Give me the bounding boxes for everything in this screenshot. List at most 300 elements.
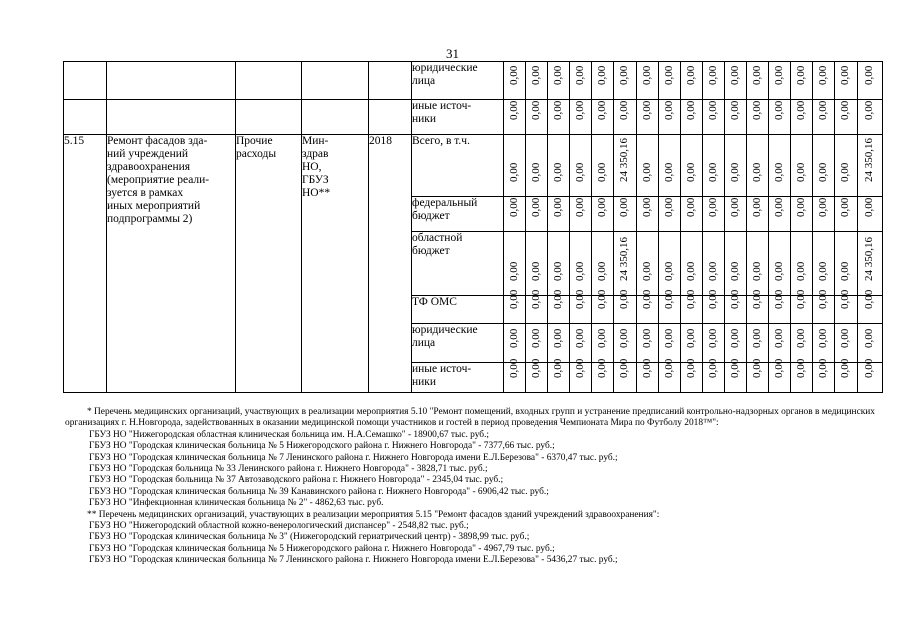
value-cell [813, 62, 835, 100]
value-text: 0,00 [529, 100, 542, 120]
value-cell [659, 232, 681, 296]
value-cell [769, 197, 791, 232]
value-cell [791, 232, 813, 296]
value-cell [813, 135, 835, 197]
list-item: ГБУЗ НО "Городская клиническая больница № 7 Ленинского района г. Нижнего Новгорода имени Е.Л.Березова" - 6370,47 тыс. руб.; [89, 452, 618, 463]
value-cell [637, 100, 659, 135]
value-text: 0,00 [529, 197, 542, 217]
text-line: здравоохранения [107, 161, 191, 173]
value-cell [614, 358, 637, 393]
value-cell [570, 62, 592, 100]
source-label [412, 232, 504, 296]
text-line: Всего, в т.ч. [412, 135, 470, 147]
value-cell [526, 358, 548, 393]
value-text: 0,00 [640, 65, 653, 85]
value-cell [592, 197, 614, 232]
value-text: 0,00 [816, 197, 829, 217]
value-cell [681, 135, 703, 197]
value-text: 0,00 [750, 197, 763, 217]
value-cell [835, 324, 858, 363]
value-text: 0,00 [863, 100, 875, 120]
value-cell [858, 324, 883, 363]
text-line: иные источ- [412, 100, 472, 112]
value-text: 0,00 [640, 358, 653, 378]
text-line: юридические [412, 62, 478, 74]
value-cell [725, 197, 747, 232]
text-line: зуется в рамках [107, 187, 184, 199]
value-text: 0,00 [863, 358, 875, 378]
text-line: (мероприятие реали- [107, 174, 210, 186]
value-text: 0,00 [750, 289, 763, 309]
value-cell [835, 62, 858, 100]
value-text: 0,00 [662, 65, 675, 85]
value-text: 0,00 [772, 289, 785, 309]
value-cell [791, 197, 813, 232]
value-cell [570, 100, 592, 135]
value-text: 0,00 [595, 100, 608, 120]
value-text: 0,00 [863, 65, 875, 85]
text-line: здрав [302, 148, 329, 160]
item-name [107, 135, 236, 393]
value-text: 0,00 [662, 261, 675, 281]
value-text: 0,00 [750, 100, 763, 120]
value-cell [526, 324, 548, 363]
value-cell [659, 100, 681, 135]
value-text: 0,00 [573, 261, 586, 281]
value-text: 0,00 [706, 358, 719, 378]
value-text: 0,00 [863, 289, 875, 309]
value-text: 0,00 [684, 162, 697, 182]
value-cell [614, 62, 637, 100]
value-text: 0,00 [839, 358, 851, 378]
value-text: 0,00 [706, 261, 719, 281]
value-text: 0,00 [551, 197, 564, 217]
value-text: 0,00 [662, 197, 675, 217]
value-cell [548, 135, 570, 197]
value-text: 0,00 [750, 358, 763, 378]
value-cell [858, 62, 883, 100]
value-text: 0,00 [507, 100, 520, 120]
text-line: Мин- [302, 135, 329, 147]
value-text: 0,00 [684, 328, 697, 348]
value-text: 0,00 [595, 289, 608, 309]
expense-type [236, 135, 302, 393]
value-text: 0,00 [551, 100, 564, 120]
value-cell [769, 324, 791, 363]
value-text: 0,00 [618, 328, 630, 348]
value-text: 0,00 [772, 261, 785, 281]
table-row [64, 62, 883, 100]
value-text: 0,00 [750, 261, 763, 281]
value-text: 0,00 [728, 328, 741, 348]
value-cell [592, 289, 614, 324]
value-text: 0,00 [507, 197, 520, 217]
value-text: 0,00 [863, 197, 875, 217]
value-text: 0,00 [529, 289, 542, 309]
value-cell [858, 289, 883, 324]
value-text: 0,00 [529, 328, 542, 348]
value-text: 0,00 [573, 197, 586, 217]
value-text: 0,00 [684, 289, 697, 309]
value-text: 0,00 [662, 358, 675, 378]
value-text: 0,00 [551, 261, 564, 281]
text-line: бюджет [412, 245, 450, 257]
value-text: 0,00 [816, 162, 829, 182]
value-cell [835, 289, 858, 324]
text-line: Ремонт фасадов зда- [107, 135, 208, 147]
value-cell [681, 289, 703, 324]
value-cell [769, 62, 791, 100]
value-text: 0,00 [772, 197, 785, 217]
value-cell [747, 358, 769, 393]
value-text: 0,00 [839, 328, 851, 348]
value-cell [703, 100, 725, 135]
value-text: 0,00 [595, 358, 608, 378]
value-text: 0,00 [794, 358, 807, 378]
source-label [412, 197, 504, 232]
value-text: 0,00 [595, 197, 608, 217]
value-cell [548, 358, 570, 393]
text-line: ники [412, 376, 437, 388]
value-text: 0,00 [684, 358, 697, 378]
value-cell [813, 289, 835, 324]
footnote-5-15: ** Перечень медицинских организаций, участвующих в реализации мероприятия 5.15 "Ремонт фасадов зданий учреждений здравоохранения": [87, 509, 660, 520]
value-text: 0,00 [595, 328, 608, 348]
source-label [412, 363, 504, 393]
value-text: 0,00 [529, 65, 542, 85]
value-cell [504, 358, 526, 393]
value-cell [504, 100, 526, 135]
text-line: бюджет [412, 210, 450, 222]
value-cell [681, 324, 703, 363]
value-cell [659, 358, 681, 393]
empty-cell [107, 100, 236, 135]
value-text: 0,00 [816, 261, 829, 281]
value-cell [548, 232, 570, 296]
value-text: 0,00 [839, 261, 851, 281]
value-cell [637, 232, 659, 296]
value-cell [747, 135, 769, 197]
text-line: федеральный [412, 197, 478, 209]
value-text: 0,00 [507, 162, 520, 182]
value-text: 0,00 [573, 289, 586, 309]
value-cell [725, 232, 747, 296]
value-text: 0,00 [839, 162, 851, 182]
page-number: 31 [446, 46, 459, 61]
value-cell [614, 197, 637, 232]
list-item: ГБУЗ НО "Нижегородский областной кожно-венерологический диспансер" - 2548,82 тыс. руб.; [89, 521, 469, 532]
text-line: НО** [302, 187, 331, 199]
empty-cell [107, 62, 236, 100]
value-cell [703, 324, 725, 363]
value-text: 0,00 [794, 197, 807, 217]
value-cell [769, 289, 791, 324]
value-cell [526, 100, 548, 135]
list-item: ГБУЗ НО "Городская клиническая больница № 3" (Нижегородский гериатрический центр) - 3898,99 тыс. руб.; [89, 532, 530, 543]
list-item: ГБУЗ НО "Городская клиническая больница № 39 Канавинского района г. Нижнего Новгорода" - 6906,42 тыс. руб.; [89, 486, 549, 497]
value-text: 0,00 [839, 197, 851, 217]
value-cell [637, 324, 659, 363]
value-cell [614, 232, 637, 296]
value-cell [813, 197, 835, 232]
value-cell [791, 100, 813, 135]
value-cell [659, 135, 681, 197]
value-text: 0,00 [640, 261, 653, 281]
value-cell [725, 135, 747, 197]
value-text: 0,00 [706, 289, 719, 309]
value-text: 0,00 [662, 162, 675, 182]
value-cell [614, 289, 637, 324]
value-cell [681, 100, 703, 135]
value-cell [570, 289, 592, 324]
value-cell [548, 324, 570, 363]
value-text: 0,00 [816, 100, 829, 120]
value-cell [504, 197, 526, 232]
text-line: областной [412, 232, 463, 244]
value-cell [725, 324, 747, 363]
list-item: ГБУЗ НО "Городская клиническая больница № 5 Нижегородского района г. Нижнего Новгорода" - 7377,66 тыс. руб.; [89, 441, 555, 452]
value-cell [703, 358, 725, 393]
value-cell [725, 100, 747, 135]
text-line: расходы [236, 148, 277, 160]
value-text: 0,00 [529, 162, 542, 182]
value-cell [659, 324, 681, 363]
value-text: 0,00 [662, 289, 675, 309]
value-cell [681, 232, 703, 296]
source-label [412, 135, 504, 197]
value-text: 0,00 [573, 358, 586, 378]
value-cell [747, 62, 769, 100]
value-cell [835, 135, 858, 197]
value-cell [813, 100, 835, 135]
value-text: 0,00 [706, 162, 719, 182]
value-cell [659, 289, 681, 324]
list-item: ГБУЗ НО "Городская клиническая больница № 5 Нижегородского района г. Нижнего Новгорода" - 4967,79 тыс. руб.; [89, 543, 555, 554]
value-text: 0,00 [772, 65, 785, 85]
text-line: юридические [412, 324, 478, 336]
value-cell [592, 232, 614, 296]
value-cell [813, 232, 835, 296]
executor [302, 135, 369, 393]
value-cell [614, 135, 637, 197]
text-line: ний учреждений [107, 148, 189, 160]
value-cell [791, 62, 813, 100]
value-cell [504, 232, 526, 296]
footnotes [65, 407, 875, 567]
value-cell [858, 197, 883, 232]
table-row [64, 135, 883, 197]
value-cell [526, 289, 548, 324]
value-cell [504, 62, 526, 100]
value-text: 0,00 [728, 261, 741, 281]
value-text: 0,00 [684, 65, 697, 85]
value-cell [747, 324, 769, 363]
text-line: ники [412, 113, 437, 125]
value-text: 24 350,16 [618, 237, 630, 281]
value-cell [614, 100, 637, 135]
value-cell [747, 100, 769, 135]
value-text: 0,00 [706, 65, 719, 85]
empty-cell [64, 100, 107, 135]
value-cell [791, 358, 813, 393]
value-cell [504, 289, 526, 324]
value-cell [548, 289, 570, 324]
value-text: 0,00 [507, 328, 520, 348]
empty-cell [369, 62, 412, 100]
list-item: ГБУЗ НО "Городская больница № 37 Автозаводского района г. Нижнего Новгорода" - 2345,04 тыс. руб.; [89, 475, 504, 486]
value-text: 0,00 [706, 328, 719, 348]
empty-cell [64, 62, 107, 100]
value-text: 0,00 [794, 65, 807, 85]
value-cell [681, 62, 703, 100]
value-cell [570, 232, 592, 296]
value-cell [791, 135, 813, 197]
value-text: 0,00 [794, 100, 807, 120]
value-text: 0,00 [640, 289, 653, 309]
empty-cell [302, 62, 369, 100]
value-text: 0,00 [794, 261, 807, 281]
value-text: 0,00 [507, 65, 520, 85]
value-text: 0,00 [750, 162, 763, 182]
value-cell [725, 358, 747, 393]
value-text: 0,00 [839, 65, 851, 85]
value-text: 0,00 [573, 162, 586, 182]
text-line: ГБУЗ [302, 174, 329, 186]
value-text: 0,00 [816, 65, 829, 85]
value-cell [526, 135, 548, 197]
value-cell [548, 62, 570, 100]
value-cell [614, 324, 637, 363]
value-text: 0,00 [640, 197, 653, 217]
item-number: 5.15 [64, 135, 107, 393]
value-text: 0,00 [551, 162, 564, 182]
value-cell [747, 289, 769, 324]
value-text: 0,00 [706, 197, 719, 217]
year: 2018 [369, 135, 412, 393]
empty-cell [236, 100, 302, 135]
value-text: 0,00 [750, 65, 763, 85]
value-text: 0,00 [529, 261, 542, 281]
value-text: 0,00 [662, 328, 675, 348]
value-cell [592, 135, 614, 197]
org-list-5-10 [75, 430, 875, 510]
source-label [412, 62, 504, 100]
value-cell [858, 358, 883, 393]
value-text: 0,00 [618, 65, 630, 85]
value-cell [681, 358, 703, 393]
value-text: 0,00 [640, 328, 653, 348]
org-list-5-15 [75, 521, 875, 567]
value-cell [858, 135, 883, 197]
empty-cell [369, 100, 412, 135]
value-text: 0,00 [551, 289, 564, 309]
value-cell [592, 358, 614, 393]
value-text: 0,00 [595, 261, 608, 281]
value-text: 0,00 [618, 100, 630, 120]
list-item: ГБУЗ НО "Городская клиническая больница № 7 Ленинского района г. Нижнего Новгорода имени Е.Л.Березова" - 5436,27 тыс. руб.; [89, 555, 618, 566]
text-line: подпрограммы 2) [107, 213, 193, 225]
value-text: 0,00 [706, 100, 719, 120]
table-row [64, 100, 883, 135]
value-text: 0,00 [684, 261, 697, 281]
value-cell [570, 324, 592, 363]
value-cell [637, 62, 659, 100]
value-text: 0,00 [618, 358, 630, 378]
value-text: 0,00 [573, 328, 586, 348]
text-line: ТФ ОМС [412, 296, 457, 308]
value-text: 0,00 [573, 100, 586, 120]
value-cell [858, 100, 883, 135]
value-cell [570, 197, 592, 232]
value-cell [570, 135, 592, 197]
value-text: 0,00 [507, 289, 520, 309]
source-label [412, 296, 504, 324]
value-text: 0,00 [551, 65, 564, 85]
value-text: 0,00 [863, 328, 875, 348]
value-text: 0,00 [618, 197, 630, 217]
value-text: 0,00 [595, 65, 608, 85]
value-cell [703, 62, 725, 100]
value-text: 0,00 [640, 100, 653, 120]
value-cell [526, 197, 548, 232]
value-cell [835, 358, 858, 393]
value-text: 0,00 [618, 289, 630, 309]
empty-cell [302, 100, 369, 135]
value-text: 0,00 [640, 162, 653, 182]
value-cell [858, 232, 883, 296]
value-text: 0,00 [551, 328, 564, 348]
value-cell [703, 197, 725, 232]
value-cell [526, 232, 548, 296]
text-line: иные источ- [412, 363, 472, 375]
value-cell [835, 197, 858, 232]
source-label [412, 324, 504, 363]
value-cell [769, 100, 791, 135]
value-text: 0,00 [772, 328, 785, 348]
value-text: 0,00 [595, 162, 608, 182]
value-cell [725, 62, 747, 100]
empty-cell [236, 62, 302, 100]
value-text: 0,00 [684, 197, 697, 217]
value-text: 0,00 [728, 65, 741, 85]
value-text: 0,00 [728, 162, 741, 182]
text-line: лица [412, 337, 436, 349]
value-text: 0,00 [839, 289, 851, 309]
funding-table [63, 61, 883, 393]
list-item: ГБУЗ НО "Нижегородская областная клиническая больница им. Н.А.Семашко" - 18900,67 тыс. руб.; [89, 429, 490, 440]
value-cell [504, 324, 526, 363]
value-text: 0,00 [662, 100, 675, 120]
value-cell [592, 100, 614, 135]
value-cell [548, 100, 570, 135]
value-text: 0,00 [839, 100, 851, 120]
value-cell [769, 358, 791, 393]
value-cell [504, 135, 526, 197]
value-cell [637, 289, 659, 324]
value-text: 24 350,16 [863, 138, 875, 182]
value-text: 0,00 [794, 328, 807, 348]
value-text: 0,00 [750, 328, 763, 348]
text-line: лица [412, 75, 436, 87]
value-text: 0,00 [529, 358, 542, 378]
value-cell [637, 197, 659, 232]
value-text: 0,00 [573, 65, 586, 85]
value-cell [592, 62, 614, 100]
value-text: 0,00 [794, 289, 807, 309]
value-text: 24 350,16 [618, 138, 630, 182]
value-text: 0,00 [794, 162, 807, 182]
value-cell [791, 289, 813, 324]
